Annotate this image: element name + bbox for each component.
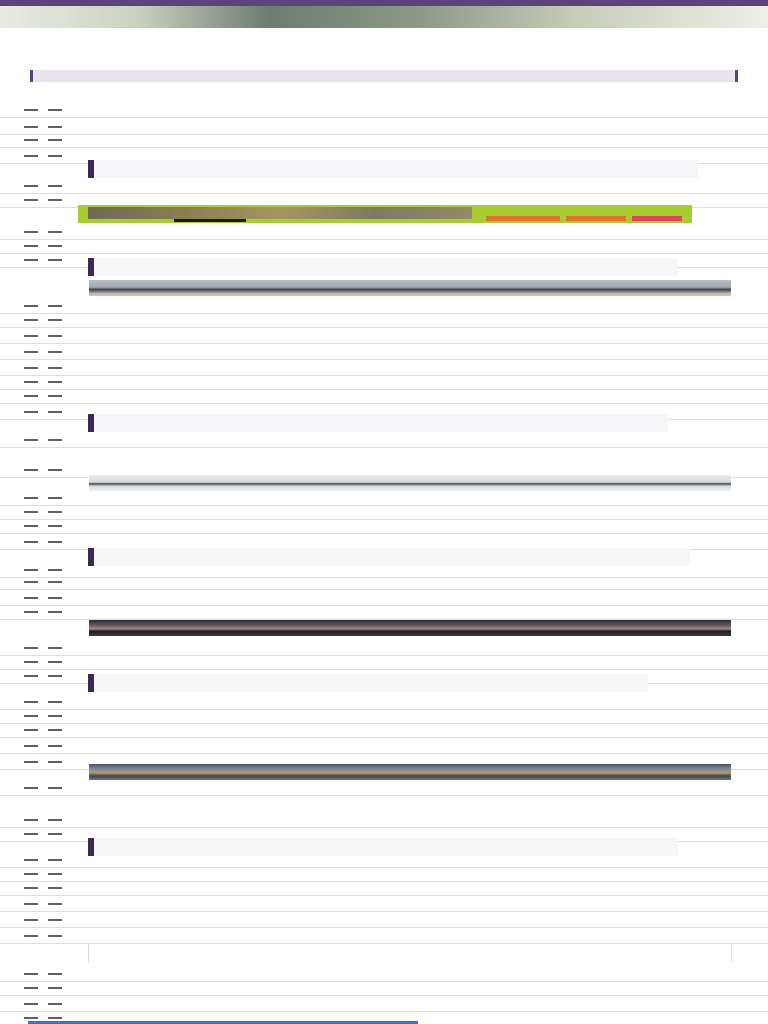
- reply-marker-icon: [24, 761, 64, 763]
- reply-marker-icon: [24, 973, 64, 975]
- reply-marker-icon: [24, 647, 64, 649]
- reply-marker-icon: [24, 661, 64, 663]
- reply-marker-icon: [24, 381, 64, 383]
- reply-marker-icon: [24, 109, 64, 111]
- reply-marker-icon: [24, 126, 64, 128]
- reply-marker-icon: [24, 675, 64, 677]
- row-divider: [0, 117, 768, 118]
- quote-block: [88, 414, 668, 432]
- site-header-banner[interactable]: [0, 6, 768, 28]
- reply-row[interactable]: [0, 574, 768, 590]
- reply-row[interactable]: [0, 432, 768, 448]
- reply-marker-icon: [24, 611, 64, 613]
- landscape-photo[interactable]: [89, 620, 731, 636]
- ad-cta-button[interactable]: [486, 216, 560, 221]
- reply-marker-icon: [24, 1017, 64, 1019]
- reply-row[interactable]: [0, 604, 768, 620]
- reply-row[interactable]: [0, 328, 768, 344]
- reply-row[interactable]: [0, 722, 768, 738]
- reply-marker-icon: [24, 787, 64, 789]
- reply-marker-icon: [24, 887, 64, 889]
- reply-marker-icon: [24, 351, 64, 353]
- reply-row[interactable]: [0, 780, 768, 796]
- reply-marker-icon: [24, 581, 64, 583]
- quote-block: [88, 548, 690, 566]
- reply-marker-icon: [24, 525, 64, 527]
- ad-photo: [88, 207, 472, 219]
- reply-marker-icon: [24, 231, 64, 233]
- reply-marker-icon: [24, 873, 64, 875]
- reply-marker-icon: [24, 411, 64, 413]
- reply-marker-icon: [24, 715, 64, 717]
- reply-marker-icon: [24, 319, 64, 321]
- reply-marker-icon: [24, 305, 64, 307]
- reply-marker-icon: [24, 541, 64, 543]
- reply-marker-icon: [24, 903, 64, 905]
- reply-marker-icon: [24, 155, 64, 157]
- reply-row[interactable]: [0, 518, 768, 534]
- landscape-photo[interactable]: [89, 764, 731, 780]
- reply-row[interactable]: [0, 912, 768, 928]
- reply-marker-icon: [24, 245, 64, 247]
- row-divider: [0, 795, 768, 796]
- reply-marker-icon: [24, 701, 64, 703]
- reply-row[interactable]: [0, 102, 768, 118]
- reply-row[interactable]: [0, 880, 768, 896]
- reply-marker-icon: [24, 367, 64, 369]
- row-divider: [0, 447, 768, 448]
- thread-nav-bar: [30, 70, 738, 82]
- reply-marker-icon: [24, 729, 64, 731]
- quote-block: [88, 838, 678, 856]
- reply-row[interactable]: [0, 738, 768, 754]
- reply-marker-icon: [24, 987, 64, 989]
- quote-block: [88, 674, 648, 692]
- quote-block: [88, 160, 698, 178]
- reply-marker-icon: [24, 395, 64, 397]
- reply-marker-icon: [24, 139, 64, 141]
- ad-cta-button[interactable]: [566, 216, 626, 221]
- reply-row[interactable]: [0, 928, 768, 944]
- reply-marker-icon: [24, 833, 64, 835]
- reply-row[interactable]: [0, 132, 768, 148]
- reply-marker-icon: [24, 1003, 64, 1005]
- ad-cta-button[interactable]: [632, 216, 682, 221]
- reply-marker-icon: [24, 597, 64, 599]
- reply-marker-icon: [24, 259, 64, 261]
- reply-marker-icon: [24, 497, 64, 499]
- quote-block: [88, 258, 678, 276]
- landscape-photo[interactable]: [89, 280, 731, 296]
- reply-marker-icon: [24, 919, 64, 921]
- ad-strip: [174, 219, 246, 222]
- reply-row[interactable]: [0, 312, 768, 328]
- landscape-photo[interactable]: [89, 475, 731, 491]
- reply-marker-icon: [24, 745, 64, 747]
- reply-marker-icon: [24, 199, 64, 201]
- reply-marker-icon: [24, 859, 64, 861]
- reply-marker-icon: [24, 569, 64, 571]
- reply-row[interactable]: [0, 896, 768, 912]
- reply-marker-icon: [24, 439, 64, 441]
- reply-marker-icon: [24, 469, 64, 471]
- thread-footer-box: [88, 944, 732, 962]
- reply-marker-icon: [24, 511, 64, 513]
- reply-row[interactable]: [0, 344, 768, 360]
- reply-marker-icon: [24, 935, 64, 937]
- reply-marker-icon: [24, 819, 64, 821]
- reply-row[interactable]: [0, 388, 768, 404]
- advertisement-banner[interactable]: [78, 205, 692, 223]
- reply-marker-icon: [24, 335, 64, 337]
- reply-marker-icon: [24, 185, 64, 187]
- reply-row[interactable]: [0, 980, 768, 996]
